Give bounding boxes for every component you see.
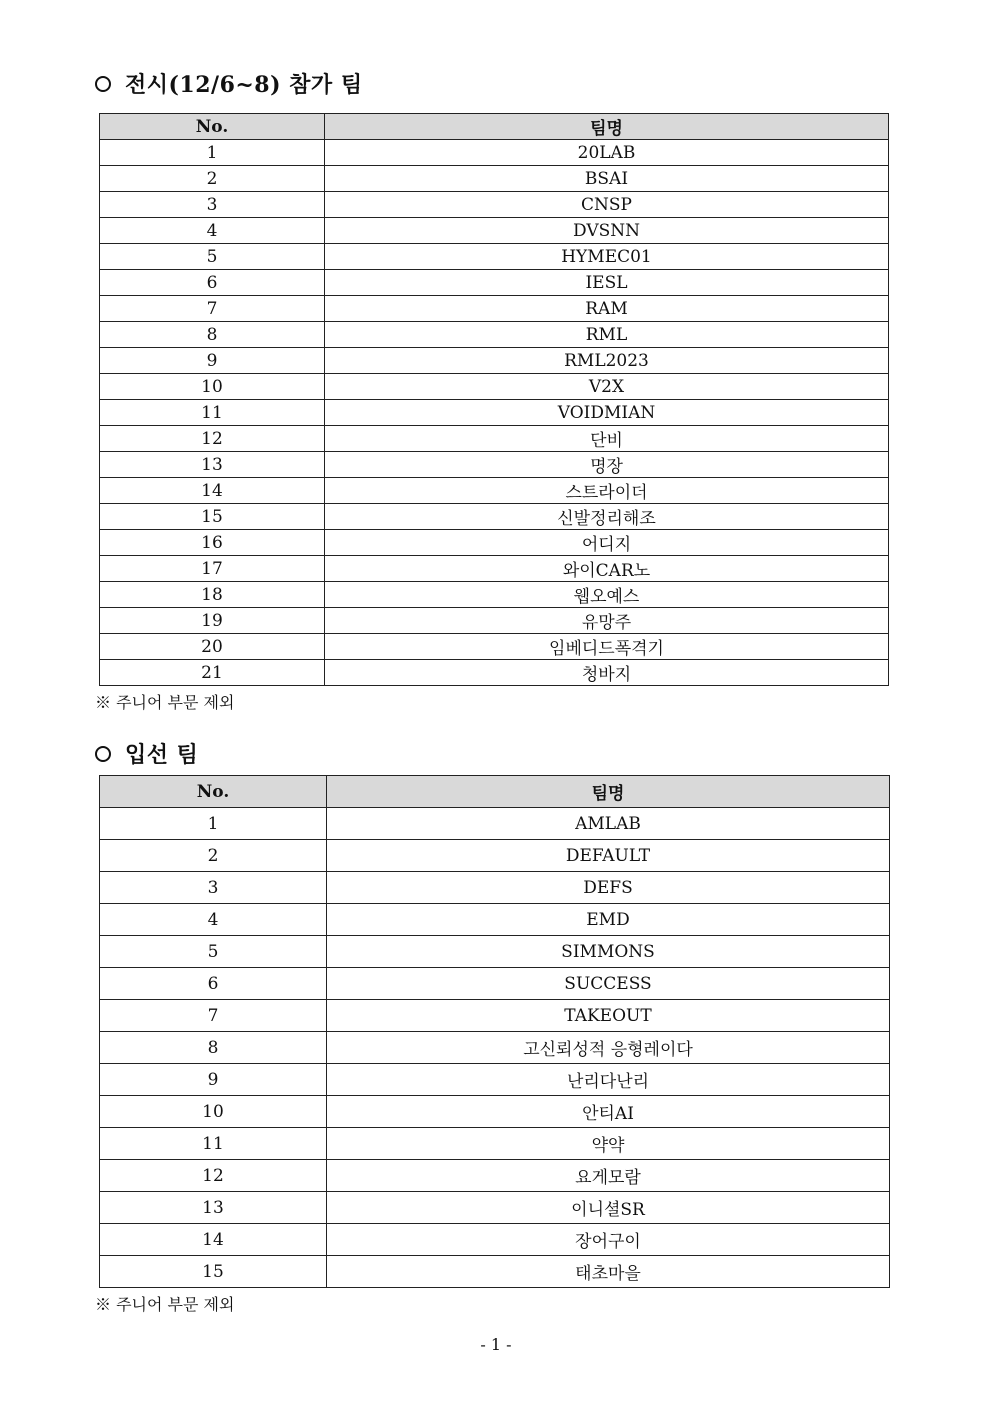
team-name-cell: HYMEC01 [325, 244, 889, 270]
team-name-cell: 스트라이더 [325, 478, 889, 504]
row-number-cell: 12 [100, 1160, 327, 1192]
team-name-cell: 웹오예스 [325, 582, 889, 608]
table-row [100, 530, 889, 556]
table-row [100, 582, 889, 608]
row-number-cell: 6 [100, 270, 325, 296]
exhibition-section-title [95, 68, 363, 99]
row-number-cell: 5 [100, 244, 325, 270]
table-row [100, 1064, 890, 1096]
row-number-cell: 3 [100, 872, 327, 904]
table-row [100, 244, 889, 270]
team-name-cell: DEFAULT [327, 840, 890, 872]
table-row [100, 840, 890, 872]
table-row [100, 478, 889, 504]
row-number-cell: 11 [100, 400, 325, 426]
row-number-cell: 8 [100, 322, 325, 348]
row-number-cell: 14 [100, 1224, 327, 1256]
row-number-cell: 10 [100, 1096, 327, 1128]
table-row [100, 1032, 890, 1064]
row-number-cell: 17 [100, 556, 325, 582]
team-name-cell: 요게모람 [327, 1160, 890, 1192]
team-name-cell: 단비 [325, 426, 889, 452]
team-name-cell: RML [325, 322, 889, 348]
row-number-cell: 16 [100, 530, 325, 556]
team-name-cell: SIMMONS [327, 936, 890, 968]
table-row [100, 634, 889, 660]
table-row [100, 296, 889, 322]
winners-note: ※ 주니어 부문 제외 [95, 1295, 235, 1314]
row-number-cell: 7 [100, 296, 325, 322]
team-name-cell: 임베디드폭격기 [325, 634, 889, 660]
row-number-cell: 21 [100, 660, 325, 686]
row-number-cell: 15 [100, 504, 325, 530]
table-row [100, 968, 890, 1000]
team-name-cell: RML2023 [325, 348, 889, 374]
team-name-cell: 안티AI [327, 1096, 890, 1128]
team-name-cell: IESL [325, 270, 889, 296]
team-name-cell: AMLAB [327, 808, 890, 840]
team-name-cell: 유망주 [325, 608, 889, 634]
table-row [100, 374, 889, 400]
row-number-cell: 4 [100, 218, 325, 244]
team-name-cell: 어디지 [325, 530, 889, 556]
exhibition-title-text: 전시(12/6~8) 참가 팀 [125, 72, 363, 98]
table-row [100, 1096, 890, 1128]
table-row [100, 192, 889, 218]
row-number-cell: 6 [100, 968, 327, 1000]
table-row [100, 1160, 890, 1192]
team-name-cell: VOIDMIAN [325, 400, 889, 426]
row-number-cell: 4 [100, 904, 327, 936]
column-header-team-name: 팀명 [325, 114, 889, 140]
table-row [100, 608, 889, 634]
table-row [100, 1256, 890, 1288]
page-number: - 1 - [480, 1335, 512, 1354]
winners-section-title [95, 738, 198, 769]
table-row [100, 808, 890, 840]
table-row [100, 166, 889, 192]
team-name-cell: 20LAB [325, 140, 889, 166]
table-row [100, 400, 889, 426]
row-number-cell: 18 [100, 582, 325, 608]
column-header-no: No. [100, 114, 325, 140]
exhibition-teams-table [99, 113, 889, 686]
row-number-cell: 3 [100, 192, 325, 218]
table-row [100, 322, 889, 348]
row-number-cell: 8 [100, 1032, 327, 1064]
winners-teams-table [99, 775, 890, 1288]
row-number-cell: 13 [100, 452, 325, 478]
table-row [100, 504, 889, 530]
team-name-cell: 청바지 [325, 660, 889, 686]
exhibition-table-body [100, 140, 889, 686]
team-name-cell: 와이CAR노 [325, 556, 889, 582]
table-row [100, 872, 890, 904]
row-number-cell: 9 [100, 1064, 327, 1096]
row-number-cell: 14 [100, 478, 325, 504]
row-number-cell: 20 [100, 634, 325, 660]
row-number-cell: 1 [100, 808, 327, 840]
team-name-cell: 장어구이 [327, 1224, 890, 1256]
row-number-cell: 19 [100, 608, 325, 634]
winners-title-text: 입선 팀 [125, 742, 199, 768]
table-row [100, 1224, 890, 1256]
table-row [100, 426, 889, 452]
team-name-cell: 신발정리해조 [325, 504, 889, 530]
table-row [100, 348, 889, 374]
row-number-cell: 10 [100, 374, 325, 400]
circle-bullet-icon [95, 746, 111, 762]
team-name-cell: 태초마을 [327, 1256, 890, 1288]
table-row [100, 936, 890, 968]
team-name-cell: 고신뢰성적 응형레이다 [327, 1032, 890, 1064]
table-row [100, 140, 889, 166]
team-name-cell: 난리다난리 [327, 1064, 890, 1096]
table-header-row [100, 776, 890, 808]
table-row [100, 452, 889, 478]
row-number-cell: 15 [100, 1256, 327, 1288]
table-row [100, 1128, 890, 1160]
row-number-cell: 13 [100, 1192, 327, 1224]
column-header-no: No. [100, 776, 327, 808]
table-row [100, 270, 889, 296]
row-number-cell: 2 [100, 166, 325, 192]
table-row [100, 556, 889, 582]
team-name-cell: 이니셜SR [327, 1192, 890, 1224]
team-name-cell: TAKEOUT [327, 1000, 890, 1032]
team-name-cell: RAM [325, 296, 889, 322]
column-header-team-name: 팀명 [327, 776, 890, 808]
winners-table-body [100, 808, 890, 1288]
team-name-cell: SUCCESS [327, 968, 890, 1000]
table-row [100, 904, 890, 936]
table-row [100, 1000, 890, 1032]
team-name-cell: DEFS [327, 872, 890, 904]
exhibition-note: ※ 주니어 부문 제외 [95, 693, 235, 712]
row-number-cell: 12 [100, 426, 325, 452]
table-row [100, 660, 889, 686]
row-number-cell: 1 [100, 140, 325, 166]
team-name-cell: DVSNN [325, 218, 889, 244]
team-name-cell: CNSP [325, 192, 889, 218]
table-header-row [100, 114, 889, 140]
team-name-cell: BSAI [325, 166, 889, 192]
team-name-cell: 명장 [325, 452, 889, 478]
team-name-cell: V2X [325, 374, 889, 400]
row-number-cell: 7 [100, 1000, 327, 1032]
row-number-cell: 5 [100, 936, 327, 968]
team-name-cell: EMD [327, 904, 890, 936]
team-name-cell: 약약 [327, 1128, 890, 1160]
table-row [100, 218, 889, 244]
row-number-cell: 2 [100, 840, 327, 872]
row-number-cell: 11 [100, 1128, 327, 1160]
table-row [100, 1192, 890, 1224]
row-number-cell: 9 [100, 348, 325, 374]
circle-bullet-icon [95, 76, 111, 92]
